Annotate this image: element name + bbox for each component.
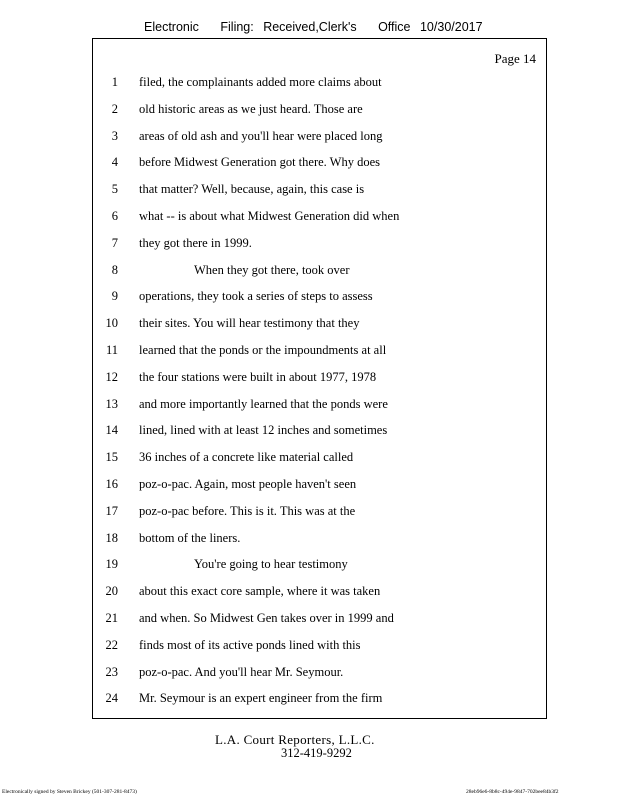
line-text: learned that the ponds or the impoundments at all <box>139 343 387 357</box>
line-number: 18 <box>105 530 118 545</box>
transcript-page <box>92 38 547 719</box>
signature-right: 28eb96e6-8b8c-494e-9847-702bee84b3f2 <box>466 789 559 795</box>
line-number: 21 <box>105 611 118 625</box>
line-number: 8 <box>111 262 118 277</box>
line-number: 17 <box>105 503 118 518</box>
line-number: 6 <box>111 209 118 223</box>
line-text: Mr. Seymour is an expert engineer from the firm <box>139 691 383 706</box>
line-text: poz-o-pac. Again, most people haven't seen <box>139 477 357 491</box>
line-number: 11 <box>105 343 118 357</box>
filing-header-filing: Filing: <box>220 20 254 34</box>
line-text: and when. So Midwest Gen takes over in 1999 and <box>139 611 394 625</box>
line-text: finds most of its active ponds lined with this <box>139 637 361 652</box>
line-number: 20 <box>105 584 118 599</box>
line-number: 22 <box>105 637 118 652</box>
line-number: 5 <box>111 182 118 197</box>
page-number: Page 14 <box>494 51 536 66</box>
line-text: lined, lined with at least 12 inches and sometimes <box>139 423 388 438</box>
line-text: that matter? Well, because, again, this case is <box>139 182 365 197</box>
footer-firm: L.A. Court Reporters, L.L.C. <box>215 732 375 747</box>
line-text: filed, the complainants added more claims about <box>139 75 382 89</box>
line-text: old historic areas as we just heard. Those are <box>139 101 363 116</box>
line-text: areas of old ash and you'll hear were placed long <box>139 128 383 143</box>
line-text: they got there in 1999. <box>139 235 252 250</box>
line-number: 10 <box>105 316 118 331</box>
line-text: what -- is about what Midwest Generation did when <box>139 209 400 223</box>
signature-left: Electronically signed by Steven Brickey (501-307-281-8473) <box>2 789 137 795</box>
filing-header-electronic: Electronic <box>144 20 199 34</box>
line-text: 36 inches of a concrete like material called <box>139 450 354 465</box>
line-number: 3 <box>111 128 118 143</box>
line-text: poz-o-pac before. This is it. This was at the <box>139 503 356 518</box>
line-text: operations, they took a series of steps to assess <box>139 289 373 304</box>
filing-header <box>144 20 483 34</box>
line-text: You're going to hear testimony <box>194 557 348 572</box>
line-text: When they got there, took over <box>194 262 350 277</box>
line-number: 23 <box>105 664 118 679</box>
footer-phone: 312-419-9292 <box>281 746 352 760</box>
line-number: 2 <box>111 101 118 116</box>
filing-header-date: 10/30/2017 <box>419 20 483 34</box>
line-text: and more importantly learned that the ponds were <box>139 396 388 411</box>
line-number: 14 <box>105 423 118 438</box>
filing-header-received: Received,Clerk's <box>263 20 357 34</box>
line-text: before Midwest Generation got there. Why does <box>139 155 381 170</box>
line-number: 9 <box>111 289 118 304</box>
line-text: their sites. You will hear testimony that they <box>139 316 360 331</box>
line-text: bottom of the liners. <box>139 530 241 545</box>
line-number: 15 <box>105 450 118 465</box>
line-number: 13 <box>105 396 118 411</box>
line-number: 24 <box>105 691 118 706</box>
line-number: 1 <box>111 75 118 89</box>
line-text: poz-o-pac. And you'll hear Mr. Seymour. <box>139 664 344 679</box>
line-text: about this exact core sample, where it was taken <box>139 584 381 599</box>
line-number: 7 <box>111 235 118 250</box>
filing-header-office: Office <box>378 20 411 34</box>
line-number: 19 <box>105 557 118 572</box>
line-number: 4 <box>111 155 118 170</box>
line-text: the four stations were built in about 1977, 1978 <box>139 369 377 384</box>
line-number: 16 <box>105 477 118 491</box>
line-number: 12 <box>105 369 118 384</box>
